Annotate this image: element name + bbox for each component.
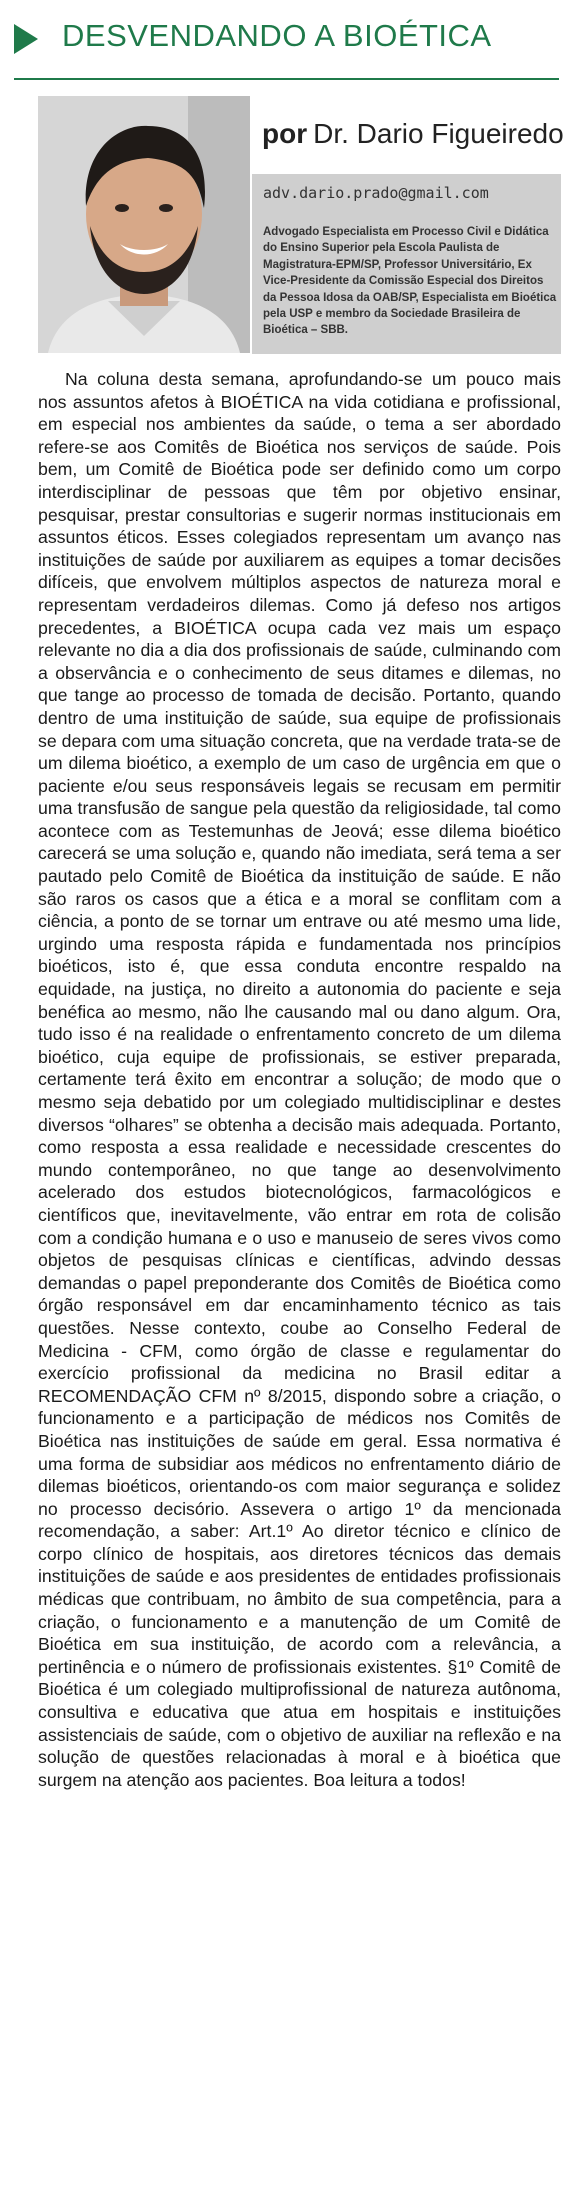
title-divider — [14, 78, 559, 80]
article-body: Na coluna desta semana, aprofundando-se um pouco mais nos assuntos afetos à BIOÉTICA na vida cotidiana e profissional, em especial nos ambientes da saúde, o tema a ser abordado refere-se aos Comitês de Bioética nos serviços de saúde. Pois bem, um Comitê de Bioética pode ser definido como um corpo interdisciplinar de pessoas que têm por objetivo ensinar, pesquisar, prestar consultorias e sugerir normas institucionais em assuntos éticos. Esses colegiados representam um avanço nas instituições de saúde por auxiliarem as equipes a tomar decisões difíceis, que envolvem múltiplos aspectos de natureza moral e representam verdadeiros dilemas. Como já defeso nos artigos precedentes, a BIOÉTICA ocupa cada vez mais um espaço relevante no dia a dia dos profissionais de saúde, culminando com a observância e o conhecimento de seus ditames e dilemas, no que tange ao processo de tomada de decisão. Portanto, quando dentro de uma instituição de saúde, sua equipe de profissionais se depara com uma situação concreta, que na verdade trata-se de um dilema bioético, a exemplo de um caso de urgência em que o paciente e/ou seus responsáveis legais se recusam em permitir uma transfusão de sangue pela questão da religiosidade, tal como acontece com as Testemunhas de Jeová; esse dilema bioético carecerá se uma solução e, quando não imediata, será tema a ser pautado pelo Comitê de Bioética da instituição de saúde. E não são raros os casos que a ética e a moral se conflitam com a ciência, a ponto de se tornar um entrave ou até mesmo uma lide, urgindo uma resposta rápida e fundamentada nos princípios bioéticos, isto é, que essa conduta encontre respaldo na equidade, na justiça, no direito a autonomia do paciente e seja benéfica ao mesmo, não lhe causando mal ou dano algum. Ora, tudo isso é na realidade o enfrentamento concreto de um dilema bioético, cuja equipe de profissionais, se estiver preparada, certamente terá êxito em encontrar a solução; de modo que o mesmo seja debatido por um colegiado multidisciplinar e destes diversos “olhares” se obtenha a decisão mais adequada. Portanto, como resposta a essa realidade e necessidade crescentes do mundo contemporâneo, no que tange ao desenvolvimento acelerado dos estudos biotecnológicos, farmacológicos e científicos que, inevitavelmente, vão entrar em rota de colisão com a condição humana e o uso e manuseio de seres vivos como objetos de pesquisas clínicas e científicas, advindo dessas demandas o papel preponderante dos Comitês de Bioética como órgão responsável em dar encaminhamento técnico as tais questões. Nesse contexto, coube ao Conselho Federal de Medicina - CFM, como órgão de classe e regulamentar do exercício profissional da medicina no Brasil editar a RECOMENDAÇÃO CFM nº 8/2015, dispondo sobre a criação, o funcionamento e a participação de médicos nos Comitês de Bioética nas instituições de saúde em geral. Essa normativa é uma forma de subsidiar aos médicos no enfrentamento diário de dilemas bioéticos, orientando-os com maior segurança e solidez no processo decisório. Assevera o artigo 1º da mencionada recomendação, a saber: Art.1º Ao diretor técnico e clínico de corpo clínico de hospitais, aos diretores técnicos das demais instituições de saúde e aos presidentes de entidades profissionais médicas que contribuam, no âmbito de sua competência, para a criação, o funcionamento e a manutenção de um Comitê de Bioética em sua instituição, de acordo com a relevância, a pertinência e o número de profissionais existentes. §1º Comitê de Bioética é um colegiado multiprofissional de natureza autônoma, consultiva e educativa que atua em hospitais e instituições assistenciais de saúde, com o objetivo de auxiliar na reflexão e na solução de questões relacionadas à moral e à bioética que surgem na atenção aos pacientes. Boa leitura a todos! — [38, 369, 561, 1790]
column-title: DESVENDANDO A BIOÉTICA — [62, 18, 492, 53]
triangle-marker-icon — [14, 24, 38, 54]
author-bio: Advogado Especialista em Processo Civil e Didática do Ensino Superior pela Escola Paulista de Magistratura-EPM/SP, Professor Universitário, Ex Vice-Presidente da Comissão Especial dos Direitos da Pessoa Idosa da OAB/SP, Especialista em Bioética pela USP e membro da Sociedade Brasileira de Bioética – SBB. — [263, 226, 557, 337]
column-header — [0, 16, 573, 58]
author-photo — [38, 96, 250, 353]
author-email[interactable]: adv.dario.prado@gmail.com — [263, 184, 489, 202]
author-name: Dr. Dario Figueiredo — [313, 118, 564, 149]
byline-prefix: por — [262, 118, 308, 149]
author-portrait-icon — [38, 96, 250, 353]
author-byline — [262, 118, 564, 150]
